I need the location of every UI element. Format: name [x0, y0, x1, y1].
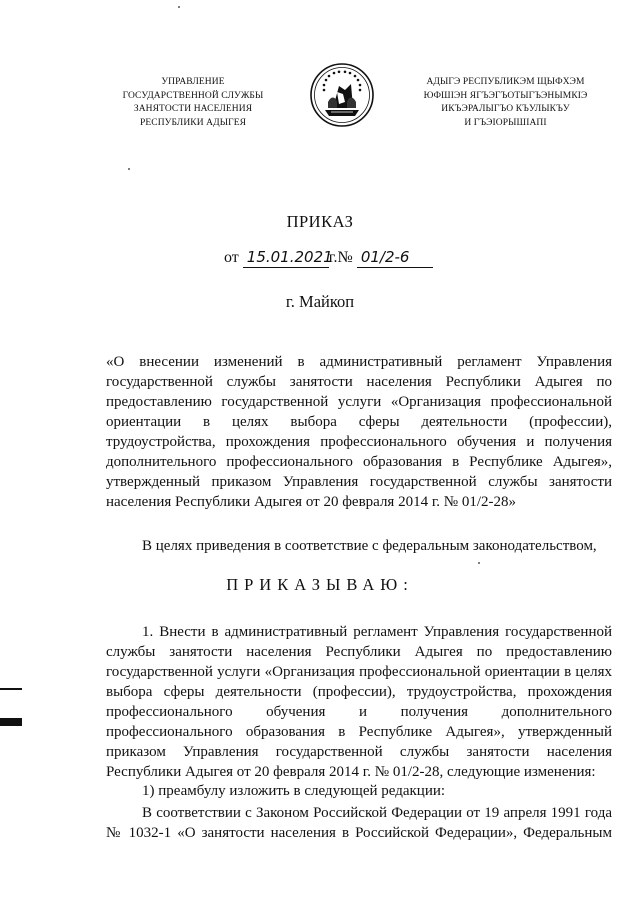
subject-line: предоставлению государственной услуги «Организация профессиональной — [106, 394, 612, 410]
subject-line: государственной службы занятости населения Республики Адыгея по — [106, 374, 612, 390]
preamble-line: В соответствии с Законом Российской Федерации от 19 апреля 1991 года — [142, 805, 612, 821]
subject-line: утвержденный приказом Управления государственной службы занятости — [106, 474, 612, 490]
preamble-line: № 1032-1 «О занятости населения в Российской Федерации», Федеральным — [106, 825, 612, 841]
header-right-line: ЮФШIЭН ЯГЪЭГЪОТЫГЪЭНЫМКIЭ — [423, 90, 588, 101]
handwritten-number: 01/2-6 — [357, 248, 433, 268]
order-word: ПРИКАЗЫВАЮ: — [226, 575, 414, 594]
header-left-agency-name — [113, 76, 273, 130]
handwritten-date: 15.01.2021 — [243, 248, 329, 268]
header-left-line: РЕСПУБЛИКИ АДЫГЕЯ — [139, 117, 247, 128]
item-1-line: 1. Внести в административный регламент Управления государственной — [142, 624, 612, 640]
coat-of-arms-icon — [309, 62, 375, 128]
item-1-line: Республики Адыгея от 20 февраля 2014 г. № 01/2-28, следующие изменения: — [106, 764, 596, 780]
date-prefix: от — [224, 249, 239, 266]
date-number-line — [224, 248, 433, 268]
header-right-line: АДЫГЭ РЕСПУБЛИКЭМ ЩЫФХЭМ — [426, 77, 585, 87]
city-name: г. Майкоп — [285, 292, 355, 311]
subject-paragraph — [106, 352, 612, 512]
preamble-paragraph — [106, 803, 612, 843]
subject-line: населения Республики Адыгея от 20 февраля 2014 г. № 01/2-28» — [106, 494, 517, 510]
subject-line: трудоустройства, прохождения профессионального обучения и получения — [106, 434, 612, 450]
item-1-line: профессионального образования в Республике Адыгея», утвержденный — [106, 724, 612, 740]
scan-edge-mark — [0, 718, 22, 726]
document-type-title: ПРИКАЗ — [286, 212, 354, 231]
number-prefix: г.№ — [328, 249, 353, 266]
header-left-line: УПРАВЛЕНИЕ — [161, 77, 225, 87]
subject-line: ориентации в целях выбора сферы деятельности (профессии), — [106, 414, 612, 430]
scan-speck — [128, 168, 130, 170]
subitem-1: 1) преамбулу изложить в следующей редакции: — [142, 783, 446, 799]
header-left-line: ГОСУДАРСТВЕННОЙ СЛУЖБЫ — [122, 90, 264, 101]
subject-line: дополнительного профессионального образования в Республике Адыгея», — [106, 454, 612, 470]
item-1-paragraph — [106, 622, 612, 782]
item-1-line: приказом Управления государственной службы занятости населения — [106, 744, 612, 760]
scan-speck — [478, 562, 480, 564]
item-1-line: профессионального обучения и получения дополнительного — [106, 704, 612, 720]
header-right-line: ИКЪЭРАЛЫГЪО КЪУЛЫКЪУ — [441, 104, 570, 114]
item-1-line: государственной услуги «Организация профессиональной ориентации в целях — [106, 664, 612, 680]
item-1-line: выбора сферы деятельности (профессии), трудоустройства, прохождения — [106, 684, 612, 700]
subject-line: «О внесении изменений в административный регламент Управления — [106, 354, 612, 370]
header-right-agency-name — [418, 76, 593, 130]
item-1-line: службы занятости населения Республики Адыгея по предоставлению — [106, 644, 612, 660]
header-left-line: ЗАНЯТОСТИ НАСЕЛЕНИЯ — [133, 104, 253, 114]
scan-speck — [178, 6, 180, 8]
header-right-line: И ГЪЭIОРЫШIАПI — [464, 117, 547, 128]
intro-paragraph: В целях приведения в соответствие с федеральным законодательством, — [142, 538, 597, 554]
scan-edge-mark — [0, 688, 22, 690]
